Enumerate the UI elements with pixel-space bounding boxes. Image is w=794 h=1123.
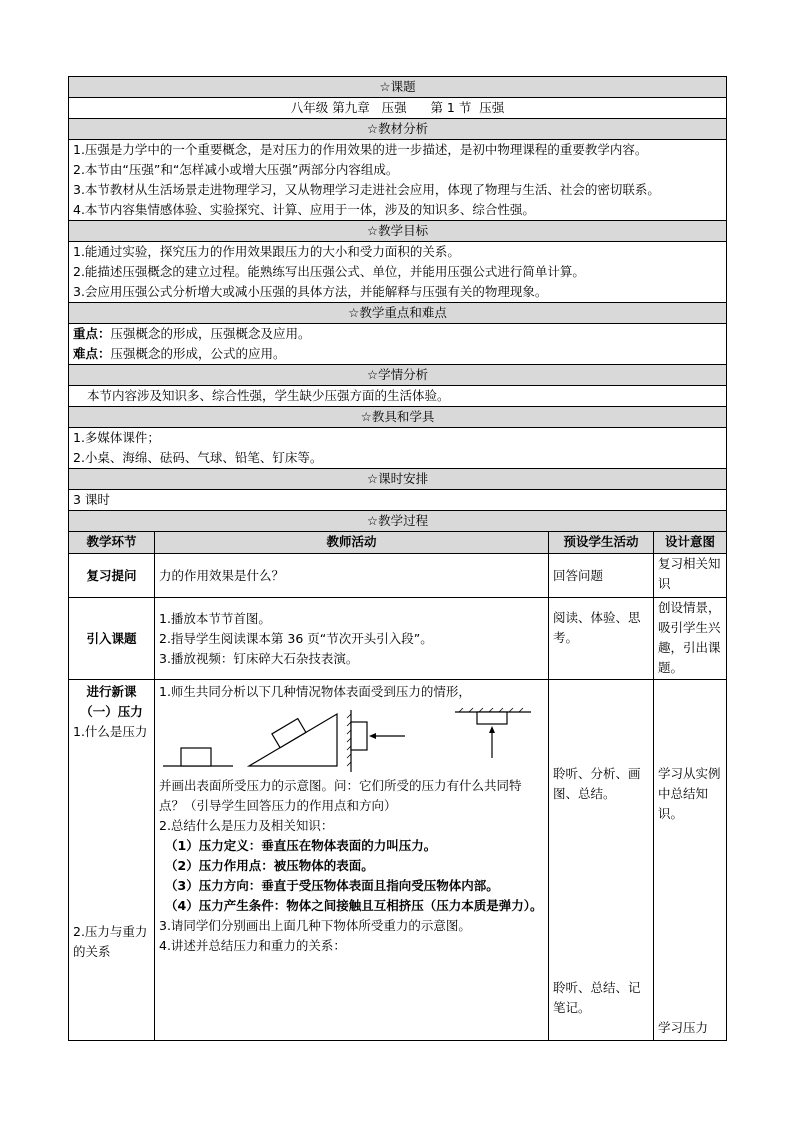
intent-cell: 复习相关知识 [654, 554, 727, 598]
difficulty-label: 难点： [73, 346, 111, 361]
material-line: 1.压强是力学中的一个重要概念，是对压力的作用效果的进一步描述，是初中物理课程的重要教学内容。 [73, 142, 648, 157]
definition-item: （2）压力作用点：被压物体的表面。 [165, 858, 374, 873]
key-points-content [69, 324, 727, 365]
teacher-cell: 1.师生共同分析以下几种情况物体表面受到压力的情形， 并画出表面所受压力的示意图。问：它们所受的压力有什么共同特点？（引导学生回答压力的作用点和方向） 2.总结什么是压力及相关知识： （1）压力定义：垂直压在物体表面的力叫压力。 （2）压力作用点：被压物体的表面。 （3）压力方向：垂直于受压物体表面且指向受压物体内部。 （4）压力产生条件：物体之间接触且互相挤压（压力本质是弹力）。 3.请同学们分别画出上面几种下物体所受重力的示意图。 4.讲述并总结压力和重力的关系： [155, 680, 549, 1041]
student-cell: 阅读、体验、思考。 [549, 598, 654, 680]
section-header-tools: ☆教具和学具 [69, 407, 727, 428]
definition-item: （3）压力方向：垂直于受压物体表面且指向受压物体内部。 [165, 878, 499, 893]
section-header-material-analysis: ☆教材分析 [69, 119, 727, 140]
col-header-teacher: 教师活动 [155, 532, 549, 554]
pressure-diagrams [159, 706, 541, 774]
section-header-topic: ☆课题 [69, 77, 727, 98]
difficulty-text: 压强概念的形成，公式的应用。 [110, 346, 286, 361]
intent-cell: 学习从实例中总结知识。 学习压力 [654, 680, 727, 1041]
material-line: 2.本节由“压强”和“怎样减小或增大压强”两部分内容组成。 [73, 162, 399, 177]
section-header-key-points: ☆教学重点和难点 [69, 303, 727, 324]
teacher-cell: 1.播放本节节首图。 2.指导学生阅读课本第 36 页“节次开头引入段”。 3.播放视频：钉床碎大石杂技表演。 [155, 598, 549, 680]
section-header-schedule: ☆课时安排 [69, 469, 727, 490]
process-column-headers [69, 532, 727, 554]
table-row [69, 554, 727, 598]
col-header-intent: 设计意图 [654, 532, 727, 554]
block-on-floor-diagram [163, 748, 233, 766]
intent-cell: 创设情景，吸引学生兴趣，引出课题。 [654, 598, 727, 680]
tool-line: 1.多媒体课件； [73, 430, 160, 445]
stage-cell: 进行新课 （一）压力 1.什么是压力 2.压力与重力的关系 [69, 680, 155, 1041]
section-header-learner-analysis: ☆学情分析 [69, 365, 727, 386]
block-on-incline-diagram [249, 714, 337, 766]
block-against-wall-diagram [347, 710, 405, 772]
topic-content: 八年级 第九章 压强 第 1 节 压强 [69, 98, 727, 119]
objective-line: 1.能通过实验，探究压力的作用效果跟压力的大小和受力面积的关系。 [73, 244, 460, 259]
schedule-content: 3 课时 [69, 490, 727, 511]
block-under-ceiling-diagram [455, 708, 531, 758]
stage-cell: 引入课题 [69, 598, 155, 680]
lesson-plan-table [68, 76, 727, 1041]
tools-content [69, 428, 727, 469]
objectives-content [69, 242, 727, 303]
student-cell: 聆听、分析、画图、总结。 聆听、总结、记笔记。 [549, 680, 654, 1041]
section-header-process: ☆教学过程 [69, 511, 727, 532]
stage-cell: 复习提问 [69, 554, 155, 598]
material-line: 3.本节教材从生活场景走进物理学习，又从物理学习走进社会应用，体现了物理与生活、社会的密切联系。 [73, 182, 660, 197]
key-text: 压强概念的形成，压强概念及应用。 [110, 326, 311, 341]
col-header-stage: 教学环节 [69, 532, 155, 554]
table-row [69, 680, 727, 1041]
student-cell: 回答问题 [549, 554, 654, 598]
key-label: 重点： [73, 326, 111, 341]
learner-analysis-content: 本节内容涉及知识多、综合性强，学生缺少压强方面的生活体验。 [69, 386, 727, 407]
material-analysis-content [69, 140, 727, 221]
definition-item: （1）压力定义：垂直压在物体表面的力叫压力。 [165, 838, 437, 853]
definition-item: （4）压力产生条件：物体之间接触且互相挤压（压力本质是弹力）。 [165, 898, 543, 913]
col-header-student: 预设学生活动 [549, 532, 654, 554]
tool-line: 2.小桌、海绵、砝码、气球、铅笔、钉床等。 [73, 450, 323, 465]
material-line: 4.本节内容集情感体验、实验探究、计算、应用于一体，涉及的知识多、综合性强。 [73, 202, 535, 217]
teacher-cell: 力的作用效果是什么？ [155, 554, 549, 598]
table-row [69, 598, 727, 680]
objective-line: 2.能描述压强概念的建立过程。能熟练写出压强公式、单位，并能用压强公式进行简单计算。 [73, 264, 585, 279]
section-header-objectives: ☆教学目标 [69, 221, 727, 242]
objective-line: 3.会应用压强公式分析增大或减小压强的具体方法，并能解释与压强有关的物理现象。 [73, 284, 548, 299]
